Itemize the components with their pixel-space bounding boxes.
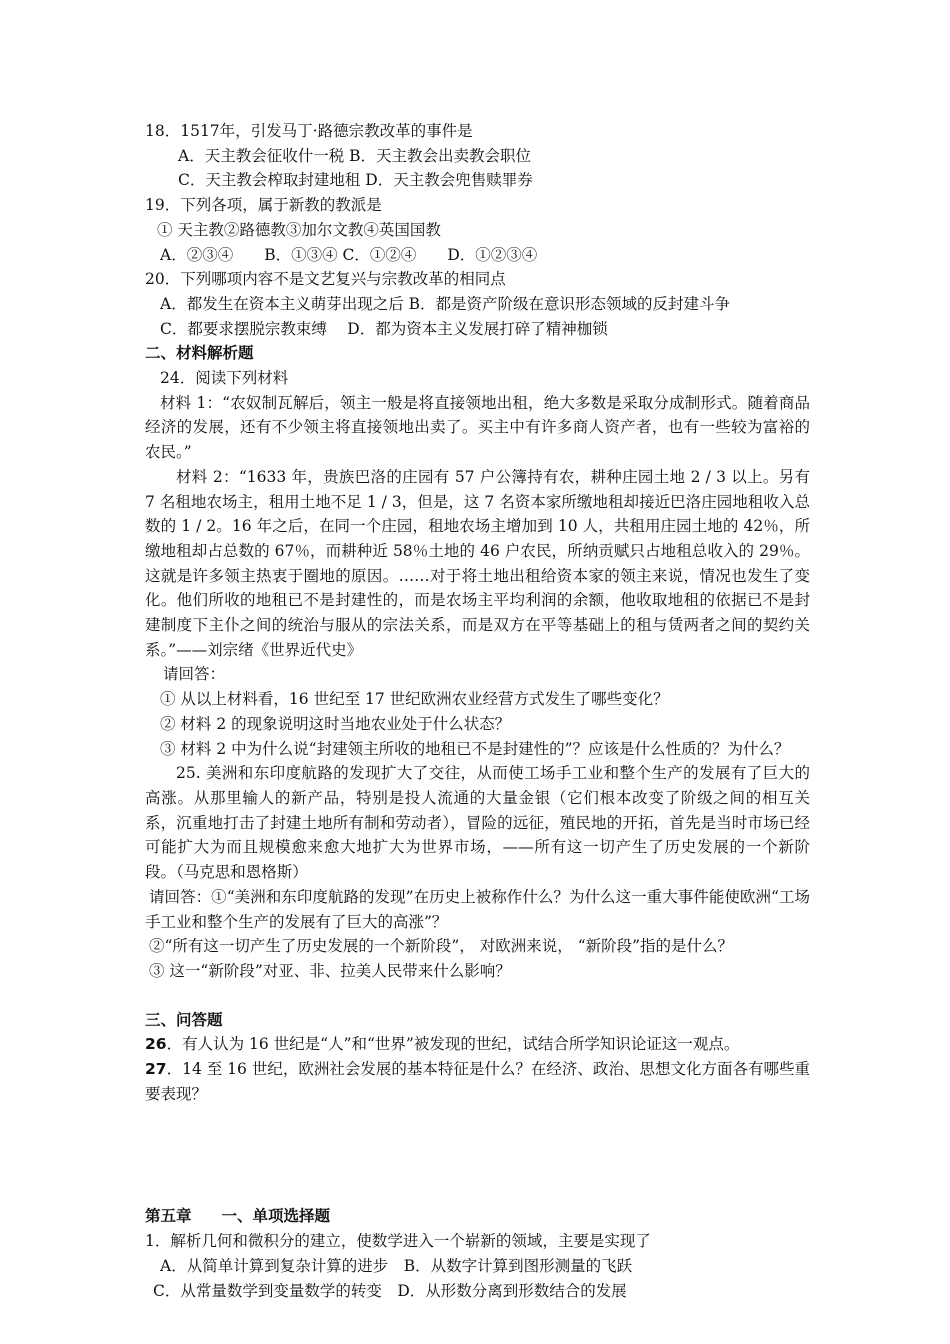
q18-options-ab: A．天主教会征收什一税 B．天主教会出卖教会职位 bbox=[178, 146, 532, 165]
q20-options-ab: A．都发生在资本主义萌芽出现之后 B．都是资产阶级在意识形态领域的反封建斗争 bbox=[160, 294, 731, 313]
q25-ask: 请回答：①“美洲和东印度航路的发现”在历史上被称作什么？为什么这一重大事件能使欧洲“工场手工业和整个生产的发展有了巨大的高涨”？ bbox=[145, 887, 810, 931]
q24-sub1: ① 从以上材料看，16 世纪至 17 世纪欧洲农业经营方式发生了哪些变化？ bbox=[160, 690, 669, 709]
q27-text: ．14 至 16 世纪，欧洲社会发展的基本特征是什么？在经济、政治、思想文化方面各有哪些重要表现？ bbox=[145, 1060, 810, 1103]
c5q1-options-cd: C．从常量数学到变量数学的转变 D．从形数分离到形数结合的发展 bbox=[153, 1281, 627, 1300]
q20-stem: 20．下列哪项内容不是文艺复兴与宗教改革的相同点 bbox=[145, 270, 506, 289]
q18-options-cd: C．天主教会榨取封建地租 D．天主教会兜售赎罪券 bbox=[178, 171, 533, 190]
section3-title: 三、问答题 bbox=[145, 1010, 223, 1029]
q24-stem: 24．阅读下列材料 bbox=[160, 369, 289, 388]
c5q1-options-ab: A．从简单计算到复杂计算的进步 B．从数字计算到图形测量的飞跃 bbox=[160, 1256, 633, 1275]
q24-ask: 请回答： bbox=[163, 665, 226, 684]
chapter5-heading bbox=[145, 1204, 810, 1229]
section2-title: 二、材料解析题 bbox=[145, 344, 254, 363]
q24-sub2: ② 材料 2 的现象说明这时当地农业处于什么状态？ bbox=[160, 714, 511, 733]
q19-options: A．②③④ B．①③④ C．①②④ D．①②③④ bbox=[160, 245, 538, 264]
q19-stem: 19．下列各项，属于新教的教派是 bbox=[145, 196, 382, 215]
q19-items: ① 天主教②路德教③加尔文教④英国国教 bbox=[157, 220, 441, 239]
q24-material1: 材料 1：“农奴制瓦解后，领主一般是将直接领地出租，绝大多数是采取分成制形式。随着商品经济的发展，还有不少领主将直接领地出卖了。买主中有许多商人资产者，也有一些较为富裕的农民。” bbox=[145, 393, 810, 462]
q24-sub3: ③ 材料 2 中为什么说“封建领主所收的地租已不是封建性的”？应该是什么性质的？为什么？ bbox=[160, 739, 790, 758]
q27-number: 27 bbox=[145, 1060, 167, 1079]
q25-sub3: ③ 这一“新阶段”对亚、非、拉美人民带来什么影响？ bbox=[149, 961, 511, 980]
q20-options-cd: C．都要求摆脱宗教束缚 D．都为资本主义发展打碎了精神枷锁 bbox=[160, 319, 608, 338]
chapter5-title: 第五章 bbox=[145, 1207, 192, 1226]
q26-text: ．有人认为 16 世纪是“人”和“世界”被发现的世纪，试结合所学知识论证这一观点。 bbox=[166, 1035, 740, 1054]
q25-text: 25. 美洲和东印度航路的发现扩大了交往，从而使工场手工业和整个生产的发展有了巨大的高涨。从那里输人的新产品，特别是投人流通的大量金银（它们根本改变了阶级之间的相互关系，沉重地打击了封建土地所有制和劳动者），冒险的远征，殖民地的开拓，首先是当时市场已经可能扩大为而且规模愈来愈大地扩大为世界市场，——所有这一切产生了历史发展的一个新阶段。（马克思和恩格斯） bbox=[145, 764, 810, 882]
q18-stem: 18．1517年，引发马丁·路德宗教改革的事件是 bbox=[145, 122, 473, 140]
document-body bbox=[145, 119, 810, 1303]
q24-material2: 材料 2：“1633 年，贵族巴洛的庄园有 57 户公簿持有农，耕种庄园土地 2 / 3 以上。另有 7 名租地农场主，租用土地不足 1 / 3，但是，这 7 名资本家所缴地租却接近巴洛庄园地租收入总数的 1 / 2。16 年之后，在同一个庄园，租地农场主增加到 10 人，共租用庄园土地的 42％，所缴地租却占总数的 67％，而耕种近 58％土地的 46 户农民，所纳贡赋只占地租总收入的 29％。这就是许多领主热衷于圈地的原因。……对于将土地出租给资本家的领主来说，情况也发生了变化。他们所收的地租已不是封建性的，而是农场主平均利润的余额，他收取地租的依据已不是封建制度下主仆之间的统治与服从的宗法关系，而是双方在平等基础上的租与赁两者之间的契约关系。”——刘宗绪《世界近代史》 bbox=[145, 467, 810, 659]
q26 bbox=[145, 1032, 810, 1057]
chapter5-section: 一、单项选择题 bbox=[221, 1207, 331, 1226]
q27 bbox=[145, 1057, 810, 1106]
q26-number: 26 bbox=[145, 1035, 167, 1054]
c5q1-stem: 1．解析几何和微积分的建立，使数学进入一个崭新的领域，主要是实现了 bbox=[145, 1232, 651, 1251]
q25-sub2: ②“所有这一切产生了历史发展的一个新阶段”， 对欧洲来说， “新阶段”指的是什么？ bbox=[149, 937, 734, 956]
